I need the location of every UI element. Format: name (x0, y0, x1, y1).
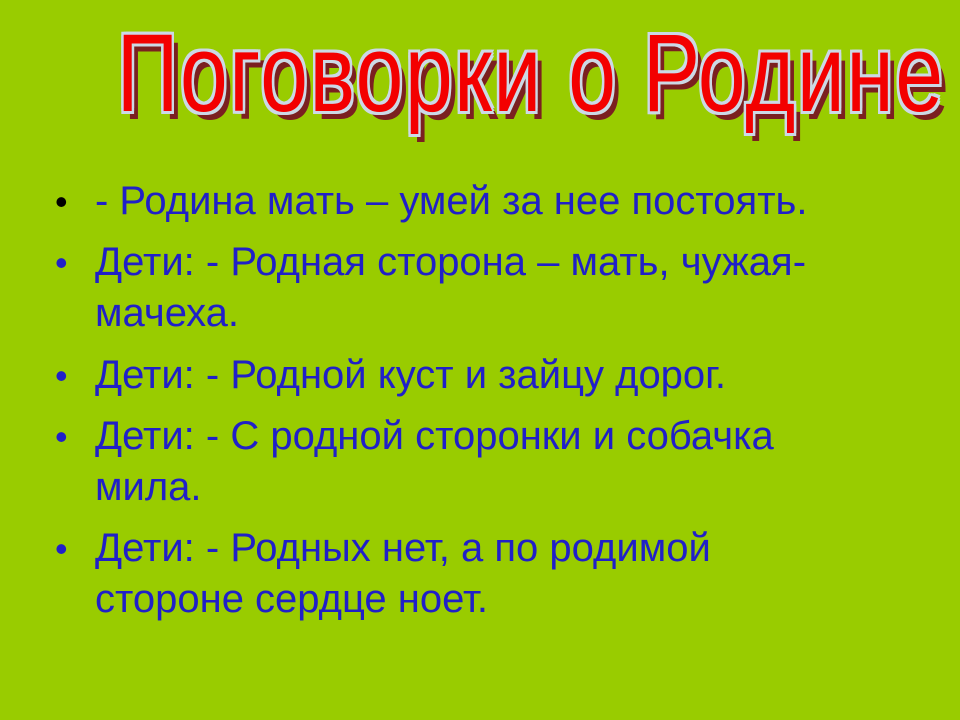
bullet-text (95, 411, 905, 513)
bullet-text-line: - Родина мать – умей за нее постоять. (95, 179, 808, 223)
slide-title (0, 0, 960, 144)
bullet-text (95, 237, 905, 339)
slide-title-text: Поговорки о Родине (116, 12, 945, 135)
bullet-text (95, 350, 905, 401)
bullet-item (55, 411, 905, 513)
bullet-text-line: стороне сердце ноет. (95, 577, 489, 622)
bullet-text (95, 523, 905, 625)
bullet-item (55, 237, 905, 339)
bullet-item (55, 523, 905, 625)
bullet-dot-icon: • (55, 354, 68, 396)
bullet-dot-icon: • (55, 528, 68, 570)
bullet-text-line: Дети: - Родная сторона – мать, чужая- (95, 240, 807, 285)
bullet-dot-icon: • (55, 181, 68, 222)
bullet-dot-icon: • (55, 242, 68, 284)
bullet-text-line: мила. (95, 464, 202, 509)
bullet-dot-icon: • (55, 415, 68, 457)
bullet-text-line: Дети: - Родных нет, а по родимой (95, 526, 711, 571)
bullet-item (55, 176, 905, 227)
bullet-text-line: мачеха. (95, 291, 239, 336)
bullet-text-line: Дети: - Родной куст и зайцу дорог. (95, 352, 726, 397)
bullet-text-line: Дети: - С родной сторонки и собачка (95, 413, 774, 458)
bullet-text (95, 176, 905, 227)
bullet-item (55, 350, 905, 401)
bullet-list (0, 144, 960, 626)
